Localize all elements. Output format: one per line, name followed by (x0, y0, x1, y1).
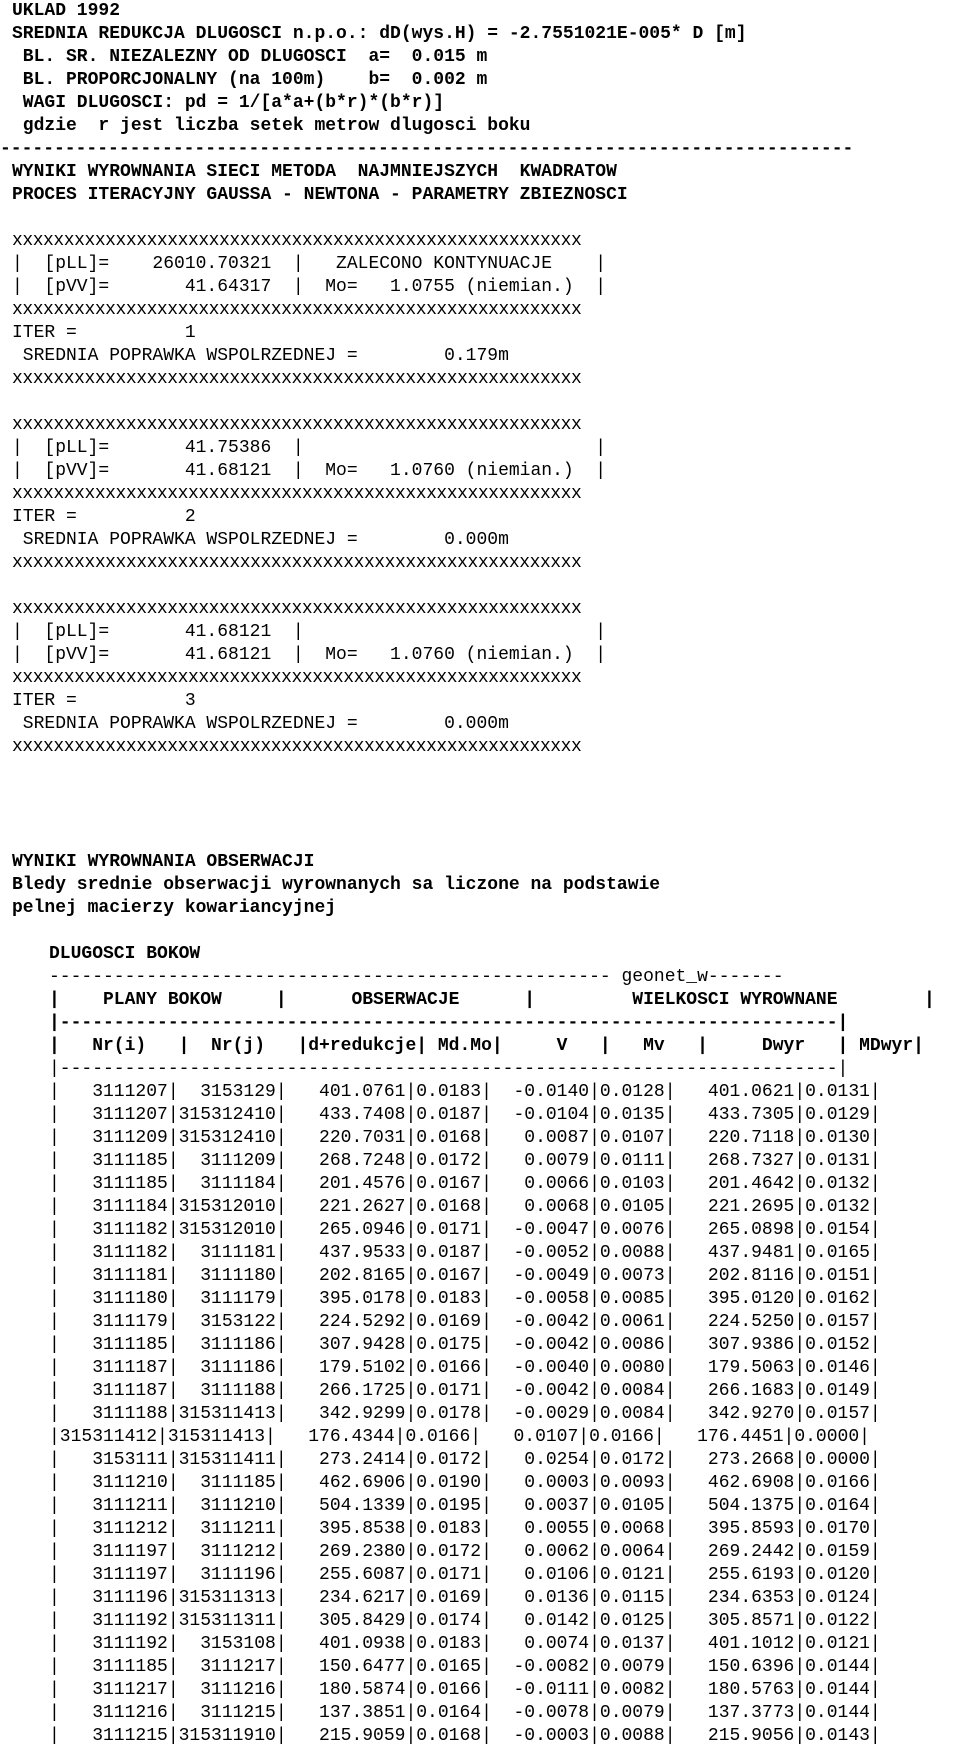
x-rule: xxxxxxxxxxxxxxxxxxxxxxxxxxxxxxxxxxxxxxxxxxxxxxxxxxxxxxx (12, 737, 582, 757)
iteration-number: ITER = 2 (12, 507, 196, 527)
table-row: | 3111181| 3111180| 202.8165|0.0167| -0.0049|0.0073| 202.8116|0.0151| (49, 1266, 881, 1286)
table-row: | 3111184|315312010| 221.2627|0.0168| 0.0068|0.0105| 221.2695|0.0132| (49, 1197, 881, 1217)
x-rule: xxxxxxxxxxxxxxxxxxxxxxxxxxxxxxxxxxxxxxxxxxxxxxxxxxxxxxx (12, 599, 582, 619)
iteration-correction: SREDNIA POPRAWKA WSPOLRZEDNEJ = 0.000m (12, 530, 509, 550)
observations-section (12, 851, 960, 1748)
adjustment-subtitle: PROCES ITERACYJNY GAUSSA - NEWTONA - PARAMETRY ZBIEZNOSCI (12, 185, 628, 205)
x-rule: xxxxxxxxxxxxxxxxxxxxxxxxxxxxxxxxxxxxxxxxxxxxxxxxxxxxxxx (12, 300, 582, 320)
table-row: | 3111207|315312410| 433.7408|0.0187| -0.0104|0.0135| 433.7305|0.0129| (49, 1105, 881, 1125)
table-row: | 3111185| 3111186| 307.9428|0.0175| -0.0042|0.0086| 307.9386|0.0152| (49, 1335, 881, 1355)
table-row: | 3111185| 3111209| 268.7248|0.0172| 0.0079|0.0111| 268.7327|0.0131| (49, 1151, 881, 1171)
iteration-pvv-row: | [pVV]= 41.68121 | Mo= 1.0760 (niemian.) | (12, 645, 607, 665)
table-row: | 3111187| 3111188| 266.1725|0.0171| -0.0042|0.0084| 266.1683|0.0149| (49, 1381, 881, 1401)
table-row: | 3111197| 3111196| 255.6087|0.0171| 0.0106|0.0121| 255.6193|0.0120| (49, 1565, 881, 1585)
table-group-header: | PLANY BOKOW | OBSERWACJE | WIELKOSCI WYROWNANE | (49, 990, 935, 1010)
header-line: SREDNIA REDUKCJA DLUGOSCI n.p.o.: dD(wys.H) = -2.7551021E-005* D [m] (12, 24, 747, 44)
iteration-pvv-row: | [pVV]= 41.64317 | Mo= 1.0755 (niemian.) | (12, 277, 607, 297)
observations-title: WYNIKI WYROWNANIA OBSERWACJI (12, 852, 315, 872)
iteration-correction: SREDNIA POPRAWKA WSPOLRZEDNEJ = 0.179m (12, 346, 509, 366)
table-row: | 3111188|315311413| 342.9299|0.0178| -0.0029|0.0084| 342.9270|0.0157| (49, 1404, 881, 1424)
table-row: | 3111217| 3111216| 180.5874|0.0166| -0.0111|0.0082| 180.5763|0.0144| (49, 1680, 881, 1700)
table-column-header: | Nr(i) | Nr(j) |d+redukcje| Md.Mo| V | Mv | Dwyr | MDwyr| (49, 1036, 924, 1056)
iteration-pll-row: | [pLL]= 41.75386 | | (12, 438, 607, 458)
table-header-rule: |------------------------------------------------------------------------| (49, 1013, 849, 1033)
table-dash-rule: |------------------------------------------------------------------------| (49, 1059, 849, 1079)
table-row: | 3111210| 3111185| 462.6906|0.0190| 0.0003|0.0093| 462.6908|0.0166| (49, 1473, 881, 1493)
table-row: | 3111207| 3153129| 401.0761|0.0183| -0.0140|0.0128| 401.0621|0.0131| (49, 1082, 881, 1102)
table-row: | 3111211| 3111210| 504.1339|0.0195| 0.0037|0.0105| 504.1375|0.0164| (49, 1496, 881, 1516)
adjustment-section (12, 161, 960, 759)
header-line: BL. PROPORCJONALNY (na 100m) b= 0.002 m (12, 70, 488, 90)
report-header (12, 0, 960, 138)
table-row: | 3111179| 3153122| 224.5292|0.0169| -0.0042|0.0061| 224.5250|0.0157| (49, 1312, 881, 1332)
table-row: | 3111187| 3111186| 179.5102|0.0166| -0.0040|0.0080| 179.5063|0.0146| (49, 1358, 881, 1378)
x-rule: xxxxxxxxxxxxxxxxxxxxxxxxxxxxxxxxxxxxxxxxxxxxxxxxxxxxxxx (12, 369, 582, 389)
geonet-rule: ---------------------------------------------------- geonet_w------- (49, 967, 784, 987)
table-body (49, 1081, 960, 1748)
observations-note: Bledy srednie obserwacji wyrownanych sa liczone na podstawie (12, 875, 661, 895)
iteration-pll-row: | [pLL]= 41.68121 | | (12, 622, 607, 642)
observations-note: pelnej macierzy kowariancyjnej (12, 898, 337, 918)
table-row: | 3153111|315311411| 273.2414|0.0172| 0.0254|0.0172| 273.2668|0.0000| (49, 1450, 881, 1470)
x-rule: xxxxxxxxxxxxxxxxxxxxxxxxxxxxxxxxxxxxxxxxxxxxxxxxxxxxxxx (12, 553, 582, 573)
side-lengths-table (12, 943, 960, 1748)
table-row: |315311412|315311413| 176.4344|0.0166| 0.0107|0.0166| 176.4451|0.0000| (49, 1427, 870, 1447)
iteration-block (12, 598, 960, 759)
table-row: | 3111209|315312410| 220.7031|0.0168| 0.0087|0.0107| 220.7118|0.0130| (49, 1128, 881, 1148)
table-row: | 3111185| 3111217| 150.6477|0.0165| -0.0082|0.0079| 150.6396|0.0144| (49, 1657, 881, 1677)
section-title: DLUGOSCI BOKOW (49, 944, 201, 964)
x-rule: xxxxxxxxxxxxxxxxxxxxxxxxxxxxxxxxxxxxxxxxxxxxxxxxxxxxxxx (12, 415, 582, 435)
table-row: | 3111180| 3111179| 395.0178|0.0183| -0.0058|0.0085| 395.0120|0.0162| (49, 1289, 881, 1309)
iteration-block (12, 414, 960, 575)
header-line: UKLAD 1992 (12, 1, 121, 21)
adjustment-title: WYNIKI WYROWNANIA SIECI METODA NAJMNIEJSZYCH KWADRATOW (12, 162, 617, 182)
iteration-correction: SREDNIA POPRAWKA WSPOLRZEDNEJ = 0.000m (12, 714, 509, 734)
iteration-pll-row: | [pLL]= 26010.70321 | ZALECONO KONTYNUACJE | (12, 254, 607, 274)
table-row: | 3111192|315311311| 305.8429|0.0174| 0.0142|0.0125| 305.8571|0.0122| (49, 1611, 881, 1631)
table-row: | 3111212| 3111211| 395.8538|0.0183| 0.0055|0.0068| 395.8593|0.0170| (49, 1519, 881, 1539)
iteration-block (12, 230, 960, 391)
table-row: | 3111182| 3111181| 437.9533|0.0187| -0.0052|0.0088| 437.9481|0.0165| (49, 1243, 881, 1263)
table-row: | 3111197| 3111212| 269.2380|0.0172| 0.0062|0.0064| 269.2442|0.0159| (49, 1542, 881, 1562)
iteration-number: ITER = 1 (12, 323, 196, 343)
table-row: | 3111196|315311313| 234.6217|0.0169| 0.0136|0.0115| 234.6353|0.0124| (49, 1588, 881, 1608)
table-row: | 3111215|315311910| 215.9059|0.0168| -0.0003|0.0088| 215.9056|0.0143| (49, 1726, 881, 1746)
iteration-number: ITER = 3 (12, 691, 196, 711)
header-line: BL. SR. NIEZALEZNY OD DLUGOSCI a= 0.015 m (12, 47, 488, 67)
x-rule: xxxxxxxxxxxxxxxxxxxxxxxxxxxxxxxxxxxxxxxxxxxxxxxxxxxxxxx (12, 484, 582, 504)
table-row: | 3111182|315312010| 265.0946|0.0171| -0.0047|0.0076| 265.0898|0.0154| (49, 1220, 881, 1240)
iteration-pvv-row: | [pVV]= 41.68121 | Mo= 1.0760 (niemian.) | (12, 461, 607, 481)
table-row: | 3111216| 3111215| 137.3851|0.0164| -0.0078|0.0079| 137.3773|0.0144| (49, 1703, 881, 1723)
x-rule: xxxxxxxxxxxxxxxxxxxxxxxxxxxxxxxxxxxxxxxxxxxxxxxxxxxxxxx (12, 231, 582, 251)
header-line: gdzie r jest liczba setek metrow dlugosci boku (12, 116, 531, 136)
header-line: WAGI DLUGOSCI: pd = 1/[a*a+(b*r)*(b*r)] (12, 93, 445, 113)
table-row: | 3111185| 3111184| 201.4576|0.0167| 0.0066|0.0103| 201.4642|0.0132| (49, 1174, 881, 1194)
x-rule: xxxxxxxxxxxxxxxxxxxxxxxxxxxxxxxxxxxxxxxxxxxxxxxxxxxxxxx (12, 668, 582, 688)
table-row: | 3111192| 3153108| 401.0938|0.0183| 0.0074|0.0137| 401.1012|0.0121| (49, 1634, 881, 1654)
separator-rule: ------------------------------------------------------------------------------- (0, 139, 854, 159)
